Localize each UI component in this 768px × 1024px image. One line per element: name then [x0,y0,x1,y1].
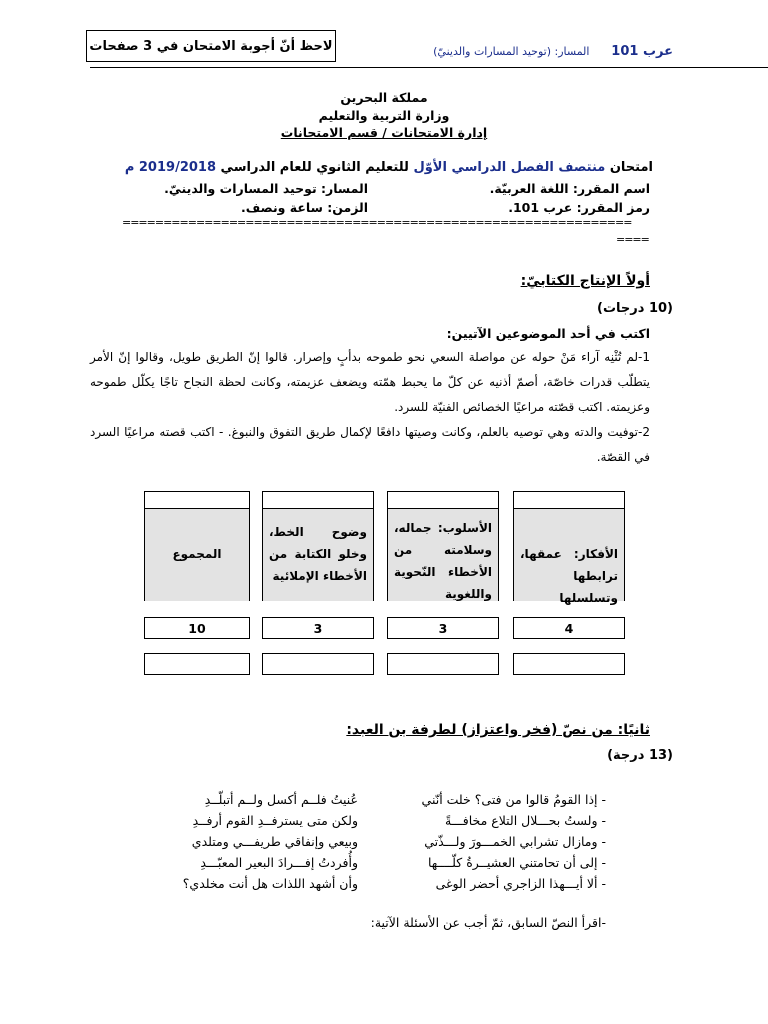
poem-line-5-first: - ألا أيـــهذا الزاجري أحضر الوغى [435,876,606,891]
rubric-header-total [144,491,250,601]
max-score-style: 3 [387,617,499,639]
section2-marks: (13 درجة) [607,748,673,763]
student-score-total[interactable] [144,653,250,675]
course-track: المسار: توحيد المسارات والدينيّ. [164,181,368,196]
topic-2: 2-توفيت والدته وهي توصيه بالعلم، وكانت وصيتها دافعًا لإكمال طريق التفوق والنبوغ. - اكتب قصته مراعيًا السرد في القصّة. [90,425,650,464]
department-name: إدارة الامتحانات / قسم الامتحانات [280,125,488,140]
rubric-handwriting-text: وضوح الخط، وخلو الكتابة من الأخطاء الإملائية [263,508,373,601]
poem-line-4-first: - إلى أن تحامتني العشيــرةُ كلّــــها [427,855,606,870]
section1-marks: (10 درجات) [597,301,673,316]
header-rule [90,67,768,68]
rubric-header-handwriting [262,491,374,601]
rubric-style-text: الأسلوب: جماله، وسلامته من الأخطاء النّحوية واللغوية [388,508,498,601]
exam-title-middle: للتعليم الثانوي للعام الدراسي [220,160,409,175]
section2-title: ثانيًا: من نصّ (فخر واعتزاز) لطرفة بن العبد: [346,722,650,738]
max-score-handwriting: 3 [262,617,374,639]
notice-text: لاحظ أنّ أجوبة الامتحان في 3 صفحات [89,38,333,54]
exam-duration: الزمن: ساعة ونصف. [241,200,368,215]
kingdom-name: مملكة البحرين [340,90,428,105]
rubric-ideas-text: الأفكار: عمقها، ترابطها وتسلسلها [514,508,624,601]
ministry-name: وزارة التربية والتعليم [318,108,450,123]
student-score-style[interactable] [387,653,499,675]
rubric-header-ideas [513,491,625,605]
topic-1: 1-لم تُثْنِه آراء مَنْ حوله عن مواصلة السعي نحو طموحه بدأبٍ وإصرار. قالوا إنّ الطريق طويل، وقالوا إنّ الأمر يتطلّب قدرات خاصّة، أصمّ أذنيه عن كلّ ما يحبط همّته ويضعف عزيمته، وكانت لحظة النجاح تاجًا يكلّل طموحه وعزيمته. اكتب قصّته مراعيًا الخصائص الفنيّة للسرد. [90,350,650,414]
separator-line: ============================================================== [122,216,632,229]
track-header: المسار: (توحيد المسارات والدينيّ) [433,45,590,58]
poem-line-3-second: وبيعي وإنفاقي طريفـــي ومتلدي [191,834,358,849]
poem-line-2-first: - ولستُ بحـــلال التلاع مخافـــةً [445,813,606,828]
section2-instruction: -اقرأ النصّ السابق، ثمّ أجب عن الأسئلة الآتية: [370,915,606,930]
course-code-header: عرب 101 [611,44,673,59]
poem-line-3-first: - ومازال تشرابي الخمـــورَ ولـــذّتي [424,834,606,849]
poem-line-1-second: عُنيتُ فلــم أكسل ولــم أتبلّــدِ [204,792,358,807]
student-score-ideas[interactable] [513,653,625,675]
exam-title-prefix: امتحان [609,160,653,175]
poem-line-1-first: - إذا القومُ قالوا من فتى؟ خلت أنّني [421,792,606,807]
poem-line-5-second: وأن أشهد اللذات هل أنت مخلدي؟ [182,876,358,891]
poem-line-4-second: وأُفردتُ إفـــرادَ البعير المعبّـــدِ [200,855,358,870]
page-count-notice [86,30,336,62]
rubric-total-text: المجموع [145,508,249,601]
section1-instruction: اكتب في أحد الموضوعين الآتيين: [446,326,650,341]
rubric-header-style [387,491,499,601]
separator-line-end: ==== [616,233,649,246]
course-name: اسم المقرر: اللغة العربيّة. [489,181,650,196]
section1-title: أولاً الإنتاج الكتابيّ: [520,273,650,289]
exam-year: 2019/2018 م [124,160,217,175]
exam-title [125,160,653,175]
exam-title-highlight: منتصف الفصل الدراسي الأوّل [413,160,606,175]
poem-line-2-second: ولكن متى يسترفــدِ القوم أرفــدِ [192,813,358,828]
course-header [433,44,673,59]
course-code: رمز المقرر: عرب 101. [508,200,650,215]
student-score-handwriting[interactable] [262,653,374,675]
max-score-total: 10 [144,617,250,639]
max-score-ideas: 4 [513,617,625,639]
